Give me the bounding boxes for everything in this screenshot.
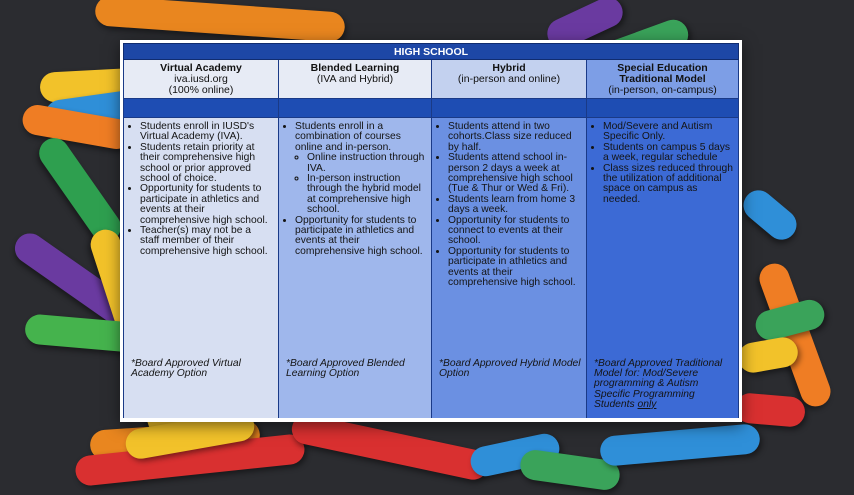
bullet-item: • Teacher(s) may not be a staff member of their comprehensive high school. xyxy=(140,226,273,257)
popsicle-stick-blue-right xyxy=(737,184,802,246)
column-title: Virtual Academy xyxy=(160,62,242,74)
header-band xyxy=(432,99,586,118)
board-approval-note: *Board Approved Hybrid Model Option xyxy=(439,358,581,380)
options-table xyxy=(123,60,739,418)
column-title-line2: Traditional Model xyxy=(619,73,706,85)
column-hybrid xyxy=(432,60,587,418)
column-special-education xyxy=(587,60,739,418)
column-subtitle: (100% online) xyxy=(168,84,234,96)
popsicle-stick-red-bottom-mid xyxy=(289,412,491,483)
table-title: HIGH SCHOOL xyxy=(123,43,739,60)
bullet-list xyxy=(284,122,426,257)
bullet-item: • Students attend school in-person 2 days a week at comprehensive high school (Tue & Thur or Wed & Fri). xyxy=(448,153,581,195)
column-subtitle-link[interactable]: iva.iusd.org xyxy=(174,73,228,85)
column-body xyxy=(432,118,586,418)
column-subtitle: (IVA and Hybrid) xyxy=(316,73,394,85)
bullet-item: • Opportunity for students to participate in athletics and events at their comprehensive high school. xyxy=(295,216,426,258)
note-underlined-word: only xyxy=(637,398,657,410)
column-title: Hybrid xyxy=(492,62,526,74)
column-header xyxy=(124,60,278,99)
header-band xyxy=(124,99,278,118)
column-header xyxy=(587,60,738,99)
column-header xyxy=(432,60,586,99)
board-approval-note: *Board Approved Virtual Academy Option xyxy=(131,358,241,380)
bullet-item: • Mod/Severe and Autism Specific Only. xyxy=(603,122,733,143)
column-subtitle: (in-person and online) xyxy=(457,73,561,85)
popsicle-stick-orange-top xyxy=(94,0,345,43)
column-title: Special Education xyxy=(617,62,708,74)
bullet-list xyxy=(592,122,733,205)
column-title: Blended Learning xyxy=(310,62,400,74)
bullet-item: • Students learn from home 3 days a week. xyxy=(448,195,581,216)
bullet-item xyxy=(295,122,426,216)
column-header xyxy=(279,60,431,99)
sub-bullet-item: ◦ In-person instruction through the hybrid model at comprehensive high school. xyxy=(307,174,426,216)
bullet-item: • Students enroll in IUSD's Virtual Academy (IVA). xyxy=(140,122,273,143)
board-approval-note xyxy=(594,359,734,410)
column-body xyxy=(587,118,738,418)
bullet-item: • Students retain priority at their comprehensive high school or prior approved school of choice. xyxy=(140,143,273,185)
column-blended-learning xyxy=(279,60,432,418)
bullet-item: • Opportunity for students to participate in athletics and events at their comprehensive high school. xyxy=(140,184,273,226)
bullet-list xyxy=(129,122,273,257)
column-subtitle: (in-person, on-campus) xyxy=(608,84,717,96)
high-school-options-card xyxy=(120,40,742,422)
sub-bullet-list xyxy=(295,153,426,215)
bullet-text: Students enroll in a combination of courses online and in-person. xyxy=(295,121,401,153)
bullet-item: • Opportunity for students to participate in athletics and events at their comprehensive high school. xyxy=(448,247,581,289)
bullet-item: • Opportunity for students to connect to events at their school. xyxy=(448,216,581,247)
popsicle-stick-blue-right-low xyxy=(599,423,761,467)
bullet-item: • Students attend in two cohorts.Class size reduced by half. xyxy=(448,122,581,153)
popsicle-stick-red-right xyxy=(734,392,806,428)
bullet-list xyxy=(437,122,581,289)
column-body xyxy=(124,118,278,418)
bullet-item: • Class sizes reduced through the utilization of additional space on campus as needed. xyxy=(603,164,733,206)
board-approval-note: *Board Approved Blended Learning Option xyxy=(286,358,405,380)
header-band xyxy=(279,99,431,118)
note-text: *Board Approved Traditional Model for: Mod/Severe programming & Autism Specific Programming Students xyxy=(594,358,723,410)
bullet-item: • Students on campus 5 days a week, regular schedule xyxy=(603,143,733,164)
column-virtual-academy xyxy=(124,60,279,418)
column-body xyxy=(279,118,431,418)
sub-bullet-item: ◦ Online instruction through IVA. xyxy=(307,153,426,174)
header-band xyxy=(587,99,738,118)
